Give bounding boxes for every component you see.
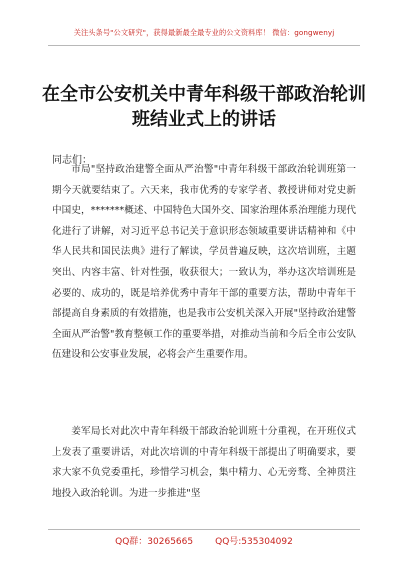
footer — [0, 534, 408, 547]
document-title: 在全市公安机关中青年科级干部政治轮训班结业式上的讲话 — [42, 84, 366, 130]
salutation: 同志们： — [52, 155, 92, 166]
body-paragraph-2: 姜军局长对此次中青年科级干部政治轮训班十分重视，在开班仪式上发表了重要讲话，对此次培训的中青年科级干部提出了明确要求，要求大家不负党委重托，珍惜学习机会，集中精力、心无旁骛、全神贯注地投入政治轮训。为进一步推进"坚 — [52, 426, 356, 499]
footer-divider — [48, 529, 360, 530]
body-paragraph-1: 市局"坚持政治建警全面从严治警"中青年科级干部政治轮训班第一期今天就要结束了。六天来，我市优秀的专家学者、教授讲师对党史新中国史，*******概述、中国特色大国外交、国家治理体系治理能力现代化进行了讲解，对习近平总书记关于意识形态领域重要讲话精神和《中华人民共和国民法典》进行了解读，学员普遍反映，这次培训班，主题突出、内容丰富、针对性强，收获很大；一致认为，举办这次培训班是必要的、成功的，既是培养优秀中青年干部的重要方法，帮助中青年干部提高自身素质的有效措施，也是我市公安机关深入开展"坚持政治建警全面从严治警"教育整顿工作的重要举措，对推动当前和今后全市公安队伍建设和公安事业发展，必将会产生重要作用。 — [52, 164, 356, 361]
header-divider — [48, 45, 360, 46]
footer-qq-number: QQ号:535304092 — [215, 537, 293, 547]
footer-qq-group: QQ群：30265665 — [115, 537, 194, 547]
header-note: 关注头条号"公文研究"，获得最新最全最专业的公文资料库！ 微信：gongwenyj — [73, 28, 335, 37]
